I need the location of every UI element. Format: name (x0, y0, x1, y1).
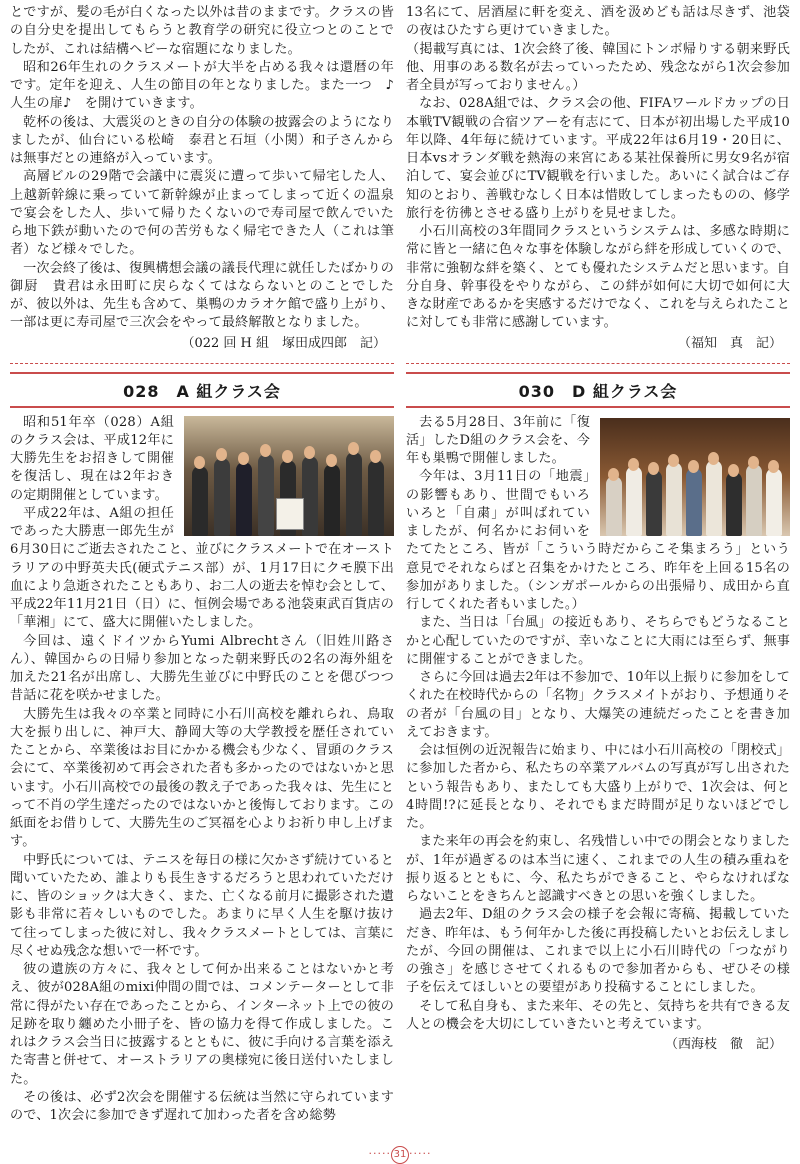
page-number-value: 31 (391, 1146, 409, 1164)
page-number: ····· 31 ····· (360, 1146, 440, 1164)
section-heading: 028 A 組クラス会 (10, 372, 394, 408)
section-divider (406, 363, 790, 364)
paragraph: 乾杯の後は、大震災のときの自分の体験の披露会のようになりましたが、仙台にいる松崎 泰君と石垣（小関）和子さんからは無事だとの連絡が入っています。 (10, 114, 394, 166)
paragraph: 中野氏については、テニスを毎日の様に欠かさず続けていると聞いていたため、誰よりも長生きするだろうと思われていただけに、皆のショックは大きく、また、亡くなる前月に撮影された遺影も非常に若々しいものでした。あまりに早く人生を駆け抜けて往ってしまった彼に対し、我々クラスメートとしては、言葉に尽くせぬ残念な想いで一杯です。 (10, 852, 394, 959)
memorial-portrait (276, 498, 304, 530)
paragraph: 高層ビルの29階で会議中に震災に遭って歩いて帰宅した人、上越新幹線に乗っていて新幹線が止まってしまって近くの温泉で宴会をした人、歩いて帰りたくないので寿司屋で飲んでいたら地下鉄が動いたので何の苦労もなく帰宅できた人（これは筆者）など様々でした。 (10, 169, 394, 258)
paragraph: 過去2年、D組のクラス会の様子を会報に寄稿、掲載していただき、昨年は、もう何年かした後に再投稿したいとお伝えしましたが、今回の開催は、これまで以上に小石川時代の「つながりの強さ」を感じさせてくれるもので参加者からも、ぜひその様子を伝えてほしいとの要望があり投稿することにしました。 (406, 907, 790, 996)
paragraph: 彼の遺族の方々に、我々として何か出来ることはないかと考え、彼が028A組のmixi仲間の間では、コメンテーターとして非常に得がたい存在であったことから、インターネット上での彼の足跡を取り纏めた小冊子を、皆の協力を得て作成しました。これはクラス会当日に披露するとともに、彼に手向ける言葉を添えた寄書と併せて、オーストラリアの奥様宛に後日送付いたしました。 (10, 962, 394, 1087)
paragraph: （掲載写真には、1次会終了後、韓国にトンボ帰りする朝来野氏他、用事のある数名が去っていったため、残念ながら1次会参加者全員が写っておりません。） (406, 41, 790, 93)
signature: （022 回 H 組 塚田成四郎 記） (181, 335, 386, 351)
paragraph: 一次会終了後は、復興構想会議の議長代理に就任したばかりの御厨 貴君は永田町に戻らなくてはならないとのことでしたが、彼以外は、先生も含めて、巣鴨のカラオケ館で盛り上がり、一部は更に寿司屋で三次会をやって最終解散となりました。 (10, 260, 394, 331)
right-column (406, 4, 790, 1054)
signature: （西海枝 徹 記） (664, 1037, 782, 1052)
left-column (10, 4, 394, 1125)
paragraph: 今回は、遠くドイツからYumi Albrechtさん（旧姓川路さん）、韓国からの日帰り参加となった朝来野氏の2名の海外組を加えた21名が出席し、大勝先生並びに中野氏のことを偲びつつ昔話に花を咲かせました。 (10, 633, 394, 704)
left-top-article (10, 4, 394, 353)
paragraph: とですが、髪の毛が白くなった以外は昔のままです。クラスの皆の自分史を提出してもらうと教育学の研究に役立つとのことでしたが、これは結構ヘビーな宿題になりました。 (10, 5, 394, 57)
section-heading: 030 D 組クラス会 (406, 372, 790, 408)
section-d (406, 372, 790, 1055)
paragraph: 大勝先生は我々の卒業と同時に小石川高校を離れられ、鳥取大を振り出しに、神戸大、静岡大等の大学教授を歴任されていたことから、卒業後はお目にかかる機会も少なく、冒頭のクラス会にて、卒業後初めて再会された者も多かったのではないかと思います。小石川高校での最後の教え子であった我々は、先生にとって不肖の学生達だったのではないかと後悔しております。この紙面をお借りして、大勝先生のご冥福を心よりお祈り申し上げます。 (10, 706, 394, 850)
paragraph: 平成22年は、A組の担任であった大勝恵一郎先生が6月30日にご逝去されたこと、並びにクラスメートで在オーストラリアの中野英夫氏(硬式テニス部）が、1月17日にクモ膜下出血により急逝されたこともあり、お二人の逝去を悼む会として、平成22年11月21日（日）に、恒例会場である池袋東武百貨店の「華湘」にて、盛大に開催いたしました。 (10, 505, 394, 631)
paragraph: 今年は、3月11日の「地震」の影響もあり、世間でもいろいろと「自粛」が叫ばれていましたが、何名かにお伺いをたてたところ、皆が「こういう時だからこそ集まろう」という意見でそれならばと召集をかけたところ、昨年を上回る15名の参加がありました。（シンガポールからの出張帰り、成田から直行してくれた者もいました。） (406, 469, 790, 612)
section-divider (10, 363, 394, 364)
paragraph: 昭和26年生れのクラスメートが大半を占める我々は還暦の年です。定年を迎え、人生の節目の年となりました。また一つ ♪人生の扉♪ を開けていきます。 (10, 59, 394, 112)
section-a (10, 372, 394, 1126)
paragraph: 会は恒例の近況報告に始まり、中には小石川高校の「閉校式」に参加した者から、私たちの卒業アルバムの写真が写し出されたという報告もあり、またしても大盛り上がりで、1次会は、何と4時間!?に延長となり、それでもまだ時間が足りないほどでした。 (406, 743, 790, 831)
right-top-article (406, 4, 790, 353)
paragraph: 昭和51年卒（028）A組のクラス会は、平成12年に大勝先生をお招きして開催を復活し、現在は2年おきの定期開催としています。 (10, 414, 174, 503)
paragraph: 13名にて、居酒屋に軒を変え、酒を汲めども話は尽きず、池袋の夜はひたすら更けていきました。 (406, 5, 790, 39)
paragraph: その後は、必ず2次会を開催する伝統は当然に守られていますので、1次会に参加できず遅れて加わった者を含め総勢 (10, 1089, 394, 1123)
paragraph: また、当日は「台風」の接近もあり、そちらでもどうなることかと心配していたのですが、幸いなことに大雨には至らず、無事に開催することができました。 (406, 615, 790, 667)
class-d-group-photo (600, 418, 790, 536)
paragraph: 小石川高校の3年間同クラスというシステムは、多感な時期に常に皆と一緒に色々な事を体験しながら絆を形成していくので、非常に強靭な絆を築く、とても優れたシステムだと思います。自分自身、幹事役をやりながら、この絆が如何に大切で如何に大きな財産であるかを実感するだけでなく、これを与えられたことに対しても非常に感謝しています。 (406, 224, 790, 331)
paragraph: なお、028A組では、クラス会の他、FIFAワールドカップの日本戦TV観戦の合宿ツアーを有志にて、日本が初出場した平成10年以降、4年毎に続けています。平成22年は6月19・20日に、日本vsオランダ戦を熱海の来宮にある某社保養所に男女9名が宿泊して、宴会並びにTV観戦を行いました。あいにく試合はご存知のとおり、善戦むなしく日本は惜敗してしまったものの、修学旅行を彷彿とさせる盛り上がりを見せました。 (406, 96, 790, 221)
signature: （福知 真 記） (677, 335, 782, 351)
paragraph: また来年の再会を約束し、名残惜しい中での閉会となりましたが、1年が過ぎるのは本当に速く、これまでの人生の積み重ねを振り返るとともに、今、私たちができること、やらなければならないことをきちんと認識すべきとの思いを強くしました。 (406, 834, 790, 904)
class-a-group-photo (184, 416, 394, 536)
paragraph: そして私自身も、また来年、その先と、気持ちを共有できる友人との機会を大切にしていきたいと考えています。 (406, 998, 790, 1032)
paragraph: 去る5月28日、3年前に「復活」したD組のクラス会を、今年も巣鴨で開催しました。 (406, 414, 590, 466)
paragraph: さらに今回は過去2年は不参加で、10年以上振りに参加をしてくれた在校時代からの「名物」クラスメイトがおり、予想通りその者が「台風の目」となり、大爆笑の連続だったことを書き加えておきます。 (406, 670, 790, 740)
